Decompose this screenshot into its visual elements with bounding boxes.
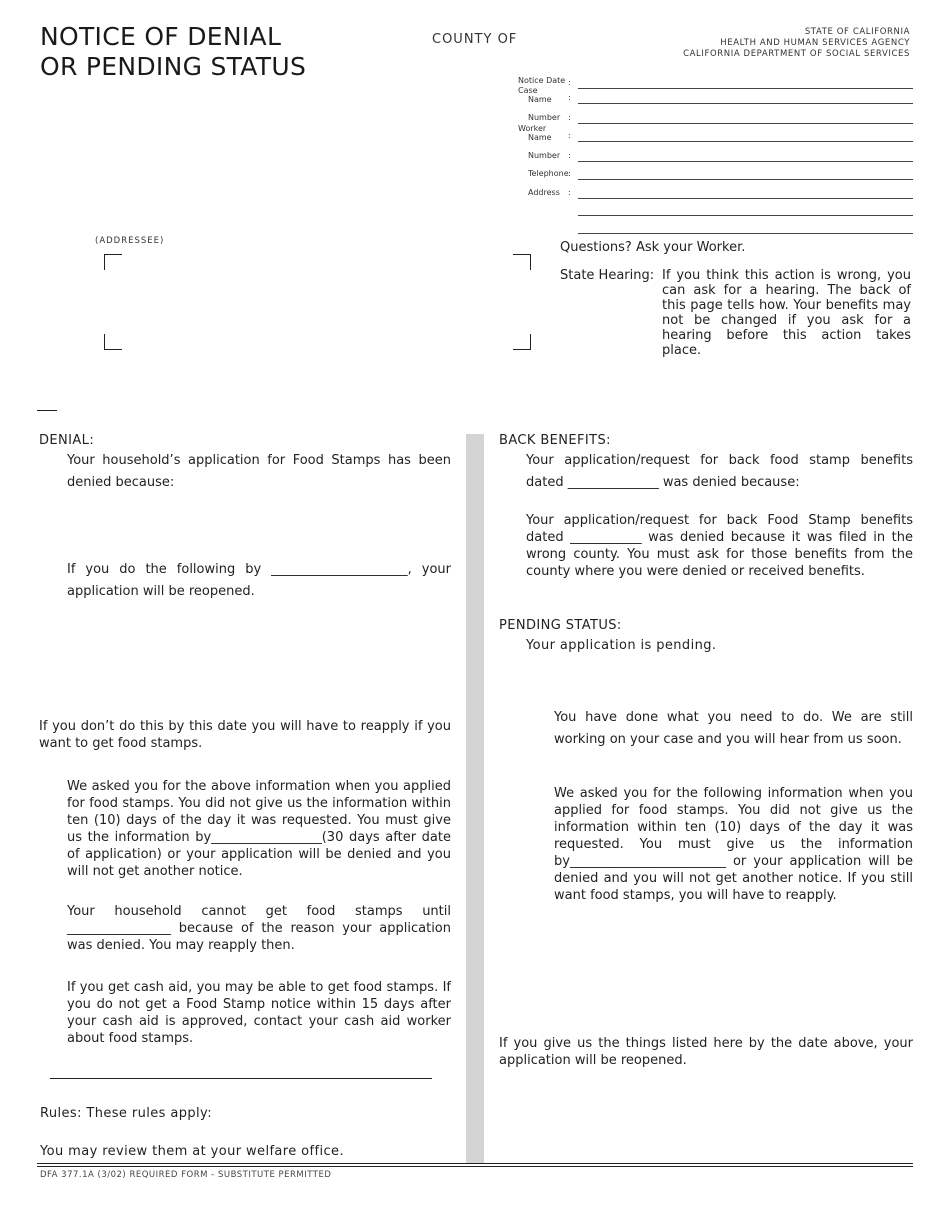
- footer-rule: [37, 1166, 913, 1167]
- denial-reopen-text: If you do the following by _____________________, your application will be reopened.: [67, 562, 451, 599]
- worker-label: Worker: [518, 124, 547, 133]
- footer-rule: [37, 1163, 913, 1164]
- field-colon: :: [568, 113, 571, 122]
- address-line-1[interactable]: [578, 198, 913, 199]
- denial-cannot-get-text: Your household cannot get food stamps until ________________ because of the reason your application was denied. You may reapply then.: [67, 904, 451, 953]
- denial-heading: DENIAL:: [39, 433, 95, 448]
- denial-reapply-text: If you don’t do this by this date you will have to reapply if you want to get food stamps.: [39, 719, 451, 751]
- field-colon: :: [568, 93, 571, 102]
- pending-text: Your application is pending.: [526, 638, 717, 653]
- agency-line-3: CALIFORNIA DEPARTMENT OF SOCIAL SERVICES: [683, 49, 910, 59]
- telephone-line[interactable]: [578, 179, 913, 180]
- rules-divider: [50, 1078, 432, 1079]
- address-label: Address: [528, 188, 560, 197]
- case-number-label: Number: [528, 113, 561, 122]
- worker-name-line[interactable]: [578, 141, 913, 142]
- case-number-field[interactable]: [518, 106, 913, 124]
- field-colon: :: [568, 131, 571, 140]
- agency-block: [683, 27, 910, 60]
- worker-number-field[interactable]: [518, 144, 913, 162]
- divider-short: [37, 410, 57, 411]
- address-field[interactable]: [518, 181, 913, 199]
- denial-reason-text: Your household’s application for Food Stamps has been denied because:: [67, 453, 451, 490]
- title-line-2: OR PENDING STATUS: [40, 52, 307, 81]
- pending-status-heading: PENDING STATUS:: [499, 618, 622, 633]
- worker-number-label: Number: [528, 151, 561, 160]
- telephone-label: Telephone: [528, 169, 569, 178]
- state-hearing-text: If you think this action is wrong, you can ask for a hearing. The back of this page tells how. Your benefits may not be changed if you ask for a hearing before this action takes place.: [662, 268, 911, 358]
- field-colon: :: [568, 169, 571, 178]
- column-divider-bar: [466, 434, 484, 1164]
- case-label: Case: [518, 86, 538, 95]
- back-benefits-wrong-county-text: Your application/request for back Food Stamp benefits dated ___________ was denied because it was filed in the wrong county. You must ask for those benefits from the county where you were denied or received benefits.: [526, 513, 913, 579]
- field-colon: :: [568, 151, 571, 160]
- rules-label: Rules: These rules apply:: [40, 1106, 212, 1121]
- addressee-label: (ADDRESSEE): [95, 236, 165, 246]
- back-benefits-denied-text: Your application/request for back food stamp benefits dated ______________ was denied because:: [526, 453, 913, 490]
- county-label: COUNTY OF: [432, 32, 518, 47]
- address-window-corner-bl: [104, 334, 122, 350]
- denial-cash-aid-text: If you get cash aid, you may be able to get food stamps. If you do not get a Food Stamp notice within 15 days after your cash aid is approved, contact your cash aid worker about food stamps.: [67, 980, 451, 1046]
- case-name-field[interactable]: [518, 86, 913, 104]
- address-line-2[interactable]: [578, 215, 913, 216]
- worker-name-label: [518, 124, 552, 142]
- questions-text: Questions? Ask your Worker.: [560, 240, 746, 255]
- field-colon: :: [568, 188, 571, 197]
- form-number-footer: DFA 377.1A (3/02) REQUIRED FORM - SUBSTITUTE PERMITTED: [40, 1170, 332, 1180]
- address-window-corner-tr: [513, 254, 531, 270]
- telephone-field[interactable]: [518, 162, 913, 180]
- case-name-line[interactable]: [578, 103, 913, 104]
- address-window-corner-br: [513, 334, 531, 350]
- title-line-1: NOTICE OF DENIAL: [40, 22, 282, 51]
- denial-info-requested-text: We asked you for the above information when you applied for food stamps. You did not give us the information within ten (10) days of the day it was requested. You must give us the information by_________________(30 days after date of application) or your application will be denied and you will not get another notice.: [67, 779, 451, 879]
- worker-name-sub-label: Name: [528, 133, 552, 142]
- agency-line-2: HEALTH AND HUMAN SERVICES AGENCY: [720, 38, 910, 48]
- pending-info-requested-text: We asked you for the following information when you applied for food stamps. You did not give us the information within ten (10) days of the day it was requested. You must give us the information by________________________ or your application will be denied and you will not get another notice. If you still want food stamps, you will have to reapply.: [554, 786, 913, 903]
- notice-date-label: Notice Date: [518, 76, 566, 85]
- address-line-3[interactable]: [578, 233, 913, 234]
- case-name-sub-label: Name: [528, 95, 552, 104]
- pending-done-text: You have done what you need to do. We are still working on your case and you will hear from us soon.: [554, 710, 913, 747]
- field-colon: :: [568, 78, 571, 87]
- case-name-label: [518, 86, 552, 104]
- pending-reopen-text: If you give us the things listed here by the date above, your application will be reopened.: [499, 1036, 913, 1068]
- state-hearing-label: State Hearing:: [560, 268, 655, 283]
- back-benefits-heading: BACK BENEFITS:: [499, 433, 611, 448]
- page-title: [40, 22, 306, 82]
- address-window-corner-tl: [104, 254, 122, 270]
- agency-line-1: STATE OF CALIFORNIA: [804, 27, 910, 37]
- rules-review-text: You may review them at your welfare office.: [40, 1144, 344, 1159]
- worker-name-field[interactable]: [518, 124, 913, 142]
